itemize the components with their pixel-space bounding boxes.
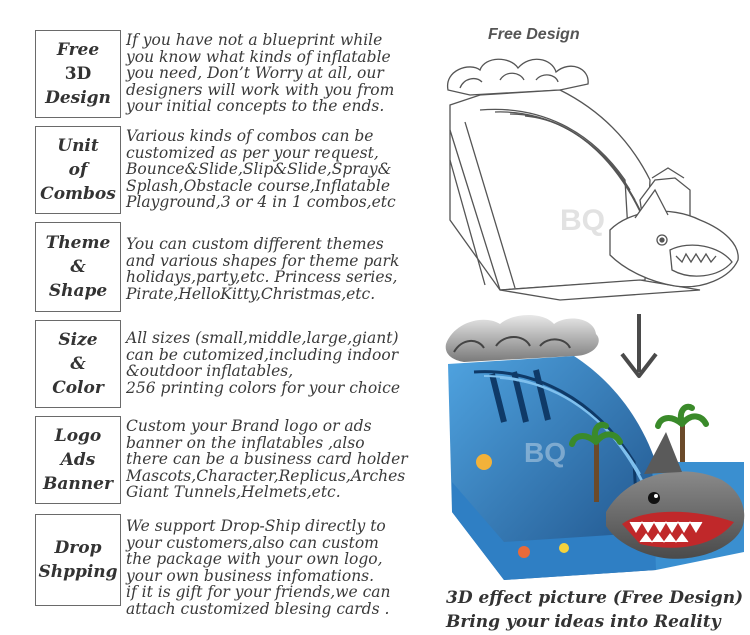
feature-label-size-color bbox=[35, 320, 121, 408]
desc-line: If you have not a blueprint while bbox=[126, 31, 383, 49]
watermark: BQ bbox=[524, 437, 566, 468]
label-line: Size bbox=[58, 330, 98, 350]
desc-line: Mascots,Character,Replicus,Arches bbox=[126, 466, 406, 485]
label-line: Logo bbox=[54, 426, 102, 446]
desc-line: you need, Don’t Worry at all, our bbox=[126, 64, 384, 82]
label-line: Theme bbox=[45, 233, 111, 253]
label-line: & bbox=[70, 257, 86, 277]
desc-line: holidays,party,etc. Princess series, bbox=[126, 268, 398, 286]
caption-line: 3D effect picture (Free Design) bbox=[446, 588, 744, 608]
label-line: & bbox=[70, 354, 86, 374]
desc-line: your customers,also can custom bbox=[126, 533, 379, 552]
desc-line: attach customized blesing cards . bbox=[126, 599, 390, 618]
desc-line: customized as per your request, bbox=[126, 143, 379, 162]
label-line: Free bbox=[56, 40, 100, 60]
feature-desc-logo-ads-banner bbox=[126, 418, 426, 501]
caption-line: Bring your ideas into Reality bbox=[446, 612, 721, 632]
label-line: Shape bbox=[48, 281, 108, 301]
feature-desc-free-3d-design bbox=[126, 32, 426, 115]
desc-line: Custom your Brand logo or ads bbox=[126, 417, 372, 435]
desc-line: your own business infomations. bbox=[126, 566, 375, 585]
feature-label-logo-ads-banner bbox=[35, 416, 121, 504]
desc-line: your initial concepts to the ends. bbox=[126, 97, 385, 115]
3d-slide-render bbox=[444, 312, 748, 584]
feature-desc-size-color bbox=[126, 330, 426, 396]
desc-line: Splash,Obstacle course,Inflatable bbox=[126, 176, 391, 195]
desc-line: Giant Tunnels,Helmets,etc. bbox=[126, 483, 341, 501]
desc-line: there can be a business card holder bbox=[126, 450, 408, 468]
feature-label-drop-shipping bbox=[35, 514, 121, 606]
desc-line: 256 printing colors for your choice bbox=[126, 378, 401, 397]
sketch-slide-illustration bbox=[440, 50, 745, 305]
desc-line: We support Drop-Ship directly to bbox=[126, 517, 386, 535]
feature-label-theme-shape bbox=[35, 222, 121, 312]
desc-line: All sizes (small,middle,large,giant) bbox=[126, 329, 399, 347]
desc-line: Various kinds of combos can be bbox=[126, 127, 374, 145]
feature-label-unit-of-combos bbox=[35, 126, 121, 214]
desc-line: you know what kinds of inflatable bbox=[126, 47, 391, 66]
label-line: Shpping bbox=[38, 562, 118, 582]
desc-line: You can custom different themes bbox=[126, 235, 384, 253]
desc-line: designers will work with you from bbox=[126, 80, 395, 99]
feature-desc-unit-of-combos bbox=[126, 128, 426, 211]
feature-label-free-3d-design bbox=[35, 30, 121, 118]
desc-line: Pirate,HelloKitty,Christmas,etc. bbox=[126, 284, 376, 303]
watermark: BQ bbox=[560, 204, 605, 237]
desc-line: &outdoor inflatables, bbox=[126, 362, 294, 380]
label-line: Combos bbox=[40, 184, 116, 204]
feature-desc-drop-shipping bbox=[126, 518, 426, 617]
label-line: Color bbox=[52, 378, 104, 398]
label-line: Drop bbox=[54, 538, 102, 558]
desc-line: Bounce&Slide,Slip&Slide,Spray& bbox=[126, 160, 392, 178]
label-line: Banner bbox=[43, 474, 113, 494]
label-line: of bbox=[68, 160, 88, 180]
free-design-title: Free Design bbox=[488, 26, 580, 43]
label-line: Ads bbox=[60, 450, 96, 470]
desc-line: if it is gift for your friends,we can bbox=[126, 583, 391, 601]
desc-line: banner on the inflatables ,also bbox=[126, 433, 365, 452]
label-line: Unit bbox=[57, 136, 99, 156]
desc-line: can be cutomized,including indoor bbox=[126, 345, 399, 364]
desc-line: the package with your own logo, bbox=[126, 550, 383, 568]
caption bbox=[446, 586, 746, 634]
label-line: 3D bbox=[64, 64, 92, 84]
label-line: Design bbox=[45, 88, 111, 108]
desc-line: and various shapes for theme park bbox=[126, 251, 400, 270]
desc-line: Playground,3 or 4 in 1 combos,etc bbox=[126, 193, 396, 211]
feature-desc-theme-shape bbox=[126, 236, 426, 302]
